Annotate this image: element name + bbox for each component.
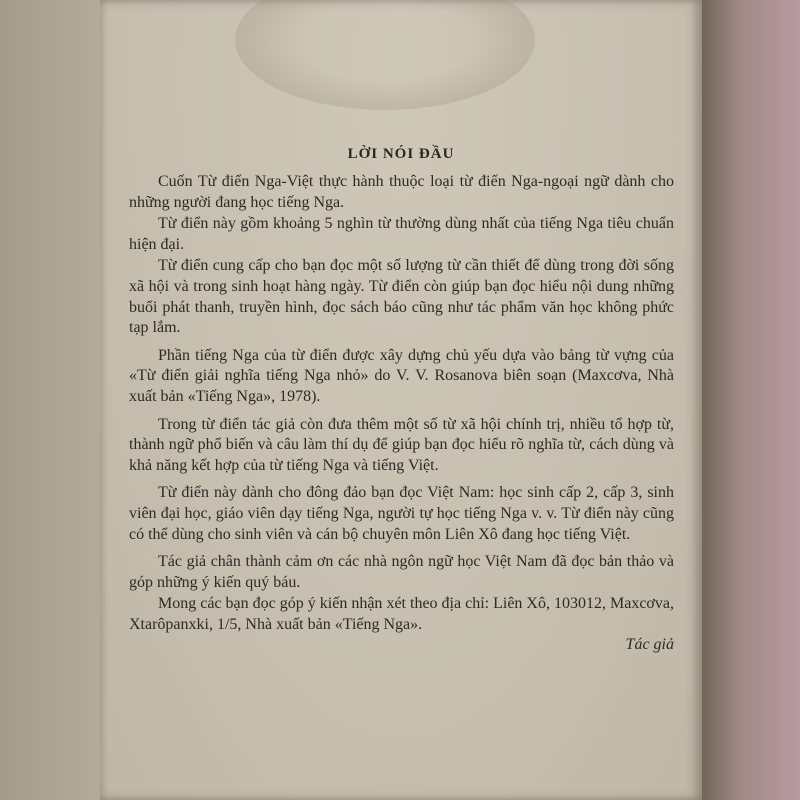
water-stain (235, 0, 535, 110)
background-left (0, 0, 104, 800)
paragraph: Mong các bạn đọc góp ý kiến nhận xét theo địa chỉ: Liên Xô, 103012, Maxcơva, Xtarôpanxki, 1/5, Nhà xuất bản «Tiếng Nga». (129, 595, 674, 633)
preface-text (129, 172, 674, 635)
paragraph: Cuốn Từ điển Nga-Việt thực hành thuộc loại từ điển Nga-ngoại ngữ dành cho những người đang học tiếng Nga. (129, 173, 674, 211)
book-page (100, 0, 702, 800)
paragraph: Từ điển cung cấp cho bạn đọc một số lượng từ cần thiết để dùng trong đời sống xã hội và trong sinh hoạt hàng ngày. Từ điển còn giúp bạn đọc hiểu nội dung những buổi phát thanh, truyền hình, đọc sách báo cũng như tác phẩm văn học không phức tạp lắm. (129, 257, 674, 337)
background-right (700, 0, 800, 800)
author-signature: Tác giả (625, 636, 674, 653)
paragraph: Tác giả chân thành cảm ơn các nhà ngôn ngữ học Việt Nam đã đọc bản thảo và góp những ý kiến quý báu. (129, 553, 674, 591)
paragraph: Từ điển này dành cho đông đảo bạn đọc Việt Nam: học sinh cấp 2, cấp 3, sinh viên đại học, giáo viên dạy tiếng Nga, người tự học tiếng Nga v. v. Từ điển này cũng có thể dùng cho sinh viên và cán bộ chuyên môn Liên Xô đang học tiếng Việt. (129, 484, 674, 543)
paragraph: Từ điển này gồm khoảng 5 nghìn từ thường dùng nhất của tiếng Nga tiêu chuẩn hiện đại. (129, 215, 674, 253)
page-heading: LỜI NÓI ĐẦU (347, 146, 455, 162)
paragraph: Trong từ điển tác giả còn đưa thêm một số từ xã hội chính trị, nhiều tổ hợp từ, thành ngữ phổ biến và câu làm thí dụ để giúp bạn đọc hiểu rõ nghĩa từ, cách dùng và khả năng kết hợp của từ tiếng Nga và tiếng Việt. (129, 415, 674, 474)
paragraph: Phần tiếng Nga của từ điển được xây dựng chủ yếu dựa vào bảng từ vựng của «Từ điển giải nghĩa tiếng Nga nhỏ» do V. V. Rosanova biên soạn (Maxcơva, Nhà xuất bản «Tiếng Nga», 1978). (129, 346, 674, 405)
